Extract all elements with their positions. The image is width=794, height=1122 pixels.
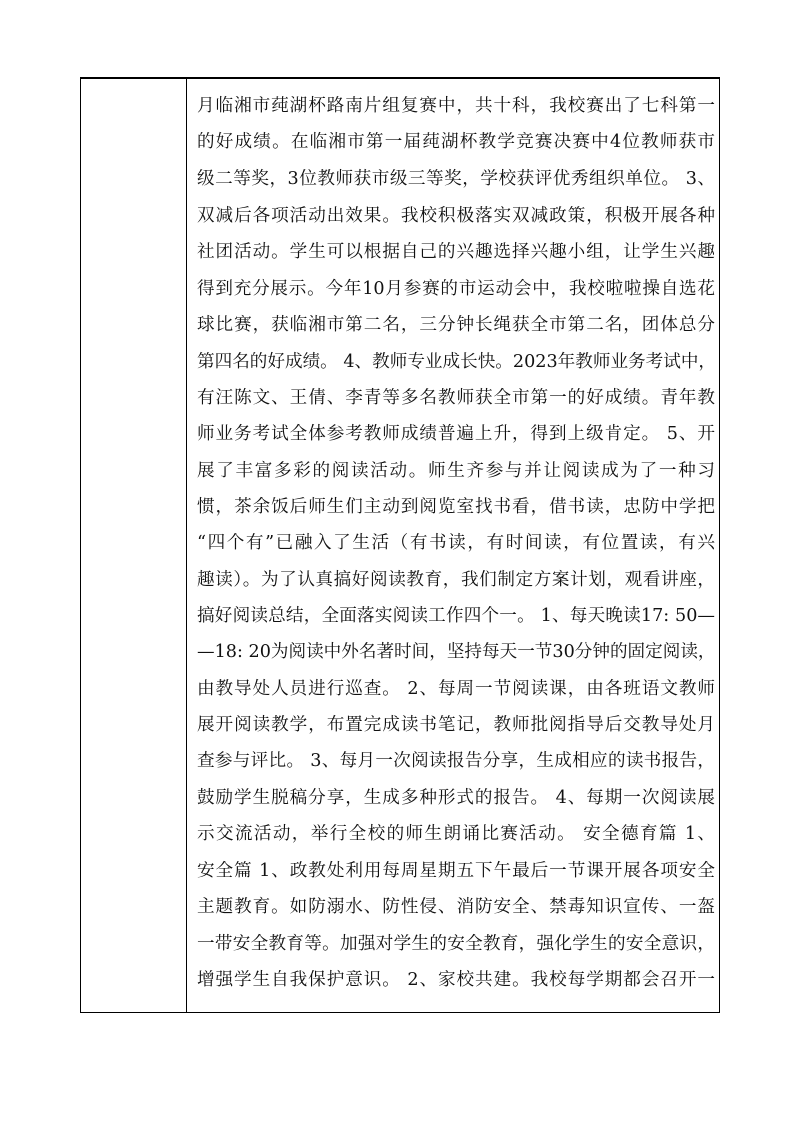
text-line: 查参与评比。 3、每月一次阅读报告分享，生成相应的读书报告，	[197, 751, 715, 771]
text-line: 惯，茶余饭后师生们主动到阅览室找书看，借书读，忠防中学把	[197, 497, 715, 517]
text-line: 的好成绩。在临湘市第一届莼湖杯教学竞赛决赛中4位教师获市	[197, 132, 715, 152]
text-line: 搞好阅读总结，全面落实阅读工作四个一。 1、每天晚读17: 50—	[197, 606, 715, 626]
text-line: 增强学生自我保护意识。 2、家校共建。我校每学期都会召开一	[197, 970, 715, 990]
text-line: 由教导处人员进行巡查。 2、每周一节阅读课，由各班语文教师	[197, 679, 715, 699]
text-line: 双减后各项活动出效果。我校积极落实双减政策，积极开展各种	[197, 206, 715, 226]
text-line: 有汪陈文、王倩、李青等多名教师获全市第一的好成绩。青年教	[197, 388, 715, 408]
text-line: 第四名的好成绩。 4、教师专业成长快。2023年教师业务考试中，	[197, 352, 717, 372]
text-line: 主题教育。如防溺水、防性侵、消防安全、禁毒知识宣传、一盔	[197, 897, 715, 917]
text-line: 月临湘市莼湖杯路南片组复赛中，共十科，我校赛出了七科第一	[197, 96, 715, 116]
text-line: 级二等奖，3位教师获市级三等奖，学校获评优秀组织单位。 3、	[197, 169, 715, 189]
text-line: 得到充分展示。今年10月参赛的市运动会中，我校啦啦操自选花	[197, 279, 715, 299]
text-line: 一带安全教育等。加强对学生的安全教育，强化学生的安全意识，	[197, 934, 715, 954]
text-line: 展了丰富多彩的阅读活动。师生齐参与并让阅读成为了一种习	[197, 461, 715, 481]
text-line: “四个有”已融入了生活（有书读，有时间读，有位置读，有兴	[197, 533, 715, 553]
text-line: 鼓励学生脱稿分享，生成多种形式的报告。 4、每期一次阅读展	[197, 788, 715, 808]
content-cell	[187, 79, 719, 1012]
text-line: 展开阅读教学，布置完成读书笔记，教师批阅指导后交教导处月	[197, 715, 715, 735]
table-frame	[80, 77, 720, 1013]
label-cell	[81, 79, 187, 1012]
text-line: 师业务考试全体参考教师成绩普遍上升，得到上级肯定。 5、开	[197, 424, 715, 444]
text-line: —18: 20为阅读中外名著时间，坚持每天一节30分钟的固定阅读，	[197, 642, 716, 662]
text-line: 球比赛，获临湘市第二名，三分钟长绳获全市第二名，团体总分	[197, 315, 715, 335]
text-line: 趣读）。为了认真搞好阅读教育，我们制定方案计划，观看讲座，	[197, 570, 715, 590]
text-line: 示交流活动，举行全校的师生朗诵比赛活动。 安全德育篇 1、	[197, 824, 715, 844]
text-line: 安全篇 1、政教处利用每周星期五下午最后一节课开展各项安全	[197, 861, 715, 881]
text-line: 社团活动。学生可以根据自己的兴趣选择兴趣小组，让学生兴趣	[197, 242, 715, 262]
